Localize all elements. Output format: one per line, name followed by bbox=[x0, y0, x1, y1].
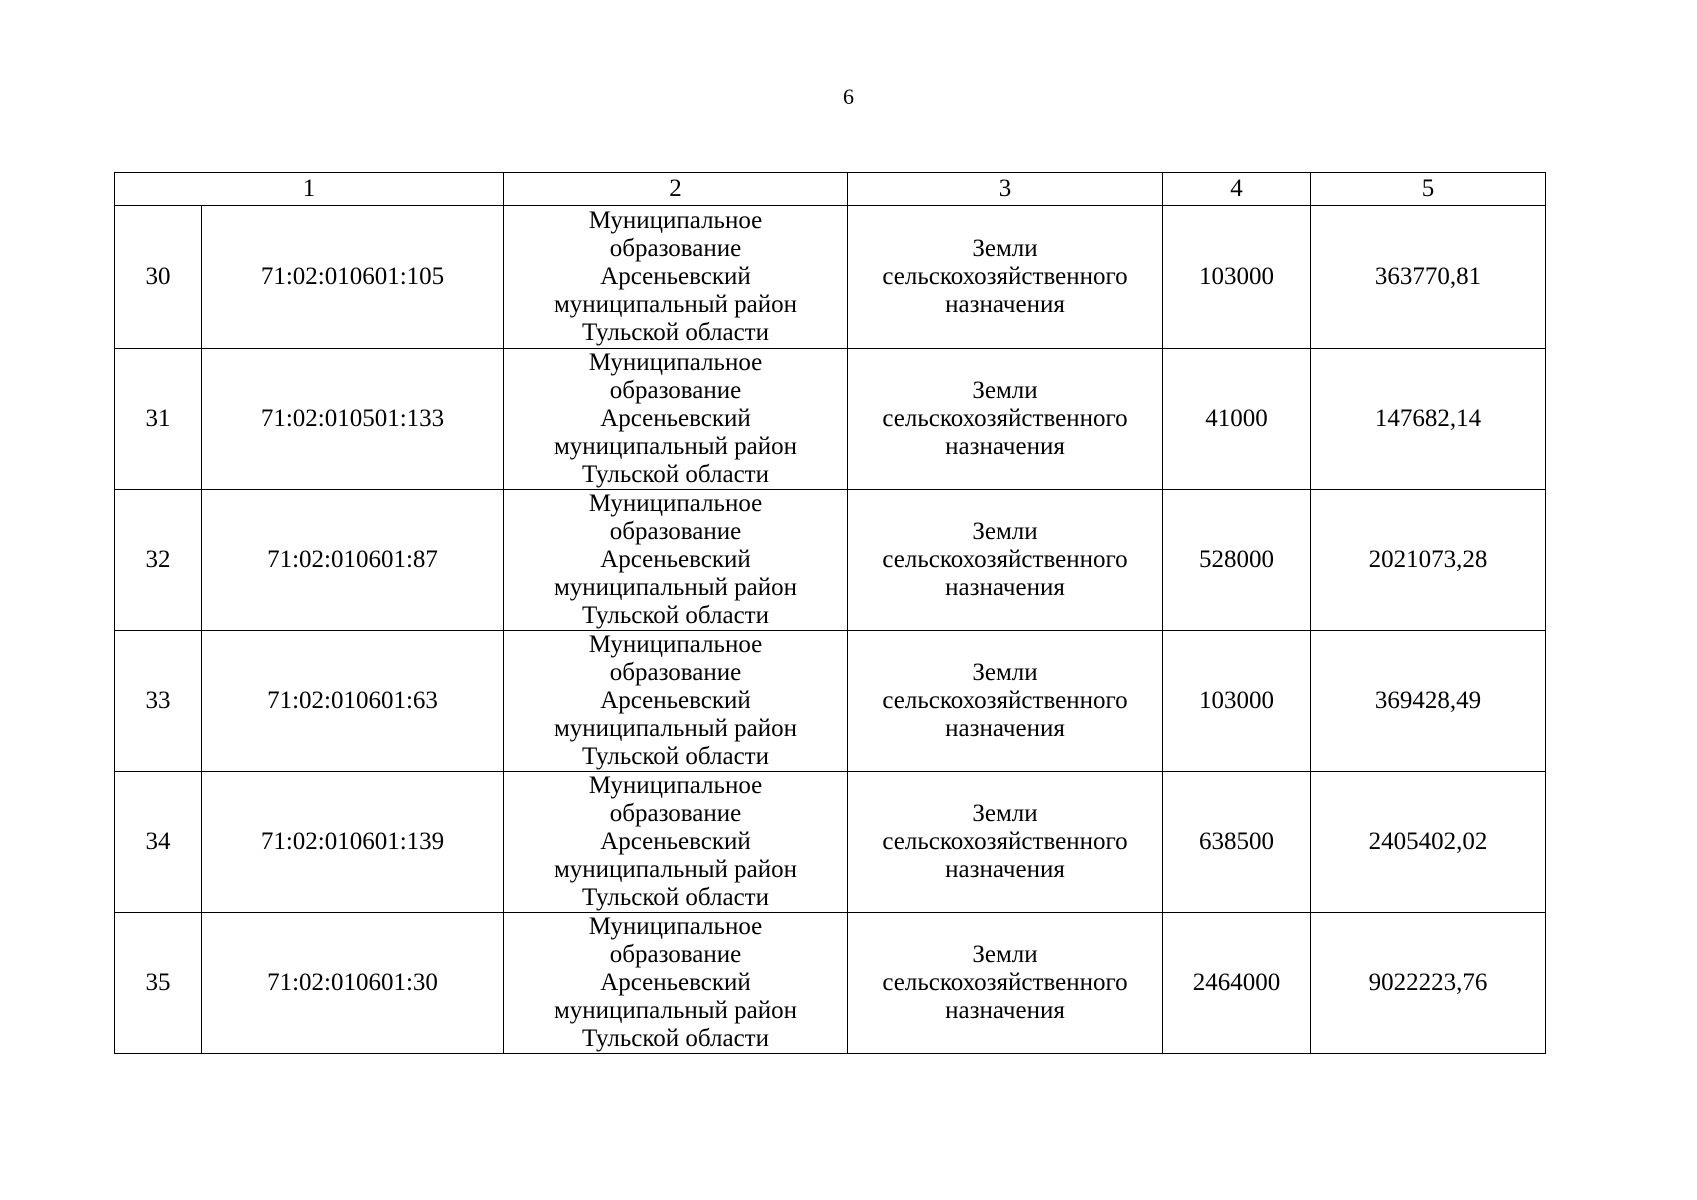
owner-line: Тульской области bbox=[582, 602, 769, 629]
cadastral-number-cell: 71:02:010601:30 bbox=[202, 913, 504, 1054]
owner-line: Тульской области bbox=[582, 1025, 769, 1052]
cadastral-number-cell: 71:02:010601:139 bbox=[202, 772, 504, 913]
row-number-cell: 32 bbox=[115, 490, 202, 631]
owner-line: Муниципальное bbox=[588, 631, 763, 658]
owner-line: Арсеньевский bbox=[600, 405, 751, 432]
area-cell: 41000 bbox=[1163, 349, 1311, 490]
table-row bbox=[115, 206, 1546, 349]
category-line: сельскохозяйственного bbox=[882, 405, 1128, 432]
owner-line: образование bbox=[609, 941, 742, 968]
owner-line: муниципальный район bbox=[553, 291, 798, 318]
owner-line: образование bbox=[609, 235, 742, 262]
land-category-cell bbox=[848, 206, 1163, 349]
category-line: назначения bbox=[945, 291, 1065, 318]
owner-cell bbox=[504, 772, 848, 913]
owner-line: Тульской области bbox=[582, 319, 769, 346]
column-header-5: 5 bbox=[1311, 173, 1546, 206]
area-cell: 528000 bbox=[1163, 490, 1311, 631]
table-row bbox=[115, 349, 1546, 490]
owner-line: Тульской области bbox=[582, 461, 769, 488]
owner-line: Муниципальное bbox=[588, 349, 763, 376]
owner-cell bbox=[504, 631, 848, 772]
owner-line: образование bbox=[609, 800, 742, 827]
owner-cell bbox=[504, 490, 848, 631]
category-line: сельскохозяйственного bbox=[882, 687, 1128, 714]
owner-line: муниципальный район bbox=[553, 856, 798, 883]
land-category-cell bbox=[848, 349, 1163, 490]
owner-line: Арсеньевский bbox=[600, 546, 751, 573]
owner-line: образование bbox=[609, 659, 742, 686]
owner-line: муниципальный район bbox=[553, 574, 798, 601]
owner-line: Арсеньевский bbox=[600, 263, 751, 290]
column-number-row bbox=[115, 173, 1546, 206]
owner-line: образование bbox=[609, 518, 742, 545]
owner-line: Муниципальное bbox=[588, 490, 763, 517]
land-registry-table bbox=[114, 172, 1546, 1054]
land-category-cell bbox=[848, 913, 1163, 1054]
owner-line: Тульской области bbox=[582, 743, 769, 770]
category-line: сельскохозяйственного bbox=[882, 546, 1128, 573]
category-line: сельскохозяйственного bbox=[882, 828, 1128, 855]
cadastral-number-cell: 71:02:010601:87 bbox=[202, 490, 504, 631]
table-row bbox=[115, 490, 1546, 631]
column-header-1: 1 bbox=[115, 173, 504, 206]
area-cell: 103000 bbox=[1163, 631, 1311, 772]
owner-line: Арсеньевский bbox=[600, 687, 751, 714]
cadastral-value-cell: 363770,81 bbox=[1311, 206, 1546, 349]
land-category-cell bbox=[848, 772, 1163, 913]
owner-line: Арсеньевский bbox=[600, 969, 751, 996]
owner-cell bbox=[504, 349, 848, 490]
column-header-4: 4 bbox=[1163, 173, 1311, 206]
land-category-cell bbox=[848, 490, 1163, 631]
owner-line: Арсеньевский bbox=[600, 828, 751, 855]
owner-line: Муниципальное bbox=[588, 913, 763, 940]
category-line: сельскохозяйственного bbox=[882, 969, 1128, 996]
category-line: Земли bbox=[972, 518, 1038, 545]
category-line: Земли bbox=[972, 377, 1038, 404]
column-header-3: 3 bbox=[848, 173, 1163, 206]
area-cell: 638500 bbox=[1163, 772, 1311, 913]
category-line: Земли bbox=[972, 235, 1038, 262]
cadastral-value-cell: 2021073,28 bbox=[1311, 490, 1546, 631]
category-line: назначения bbox=[945, 856, 1065, 883]
category-line: Земли bbox=[972, 800, 1038, 827]
owner-line: образование bbox=[609, 377, 742, 404]
category-line: назначения bbox=[945, 574, 1065, 601]
table-row bbox=[115, 913, 1546, 1054]
table-row bbox=[115, 631, 1546, 772]
owner-line: Тульской области bbox=[582, 884, 769, 911]
owner-line: Муниципальное bbox=[588, 207, 763, 234]
column-header-2: 2 bbox=[504, 173, 848, 206]
cadastral-number-cell: 71:02:010501:133 bbox=[202, 349, 504, 490]
category-line: Земли bbox=[972, 941, 1038, 968]
cadastral-value-cell: 2405402,02 bbox=[1311, 772, 1546, 913]
page-number: 6 bbox=[843, 84, 854, 109]
owner-line: муниципальный район bbox=[553, 997, 798, 1024]
row-number-cell: 33 bbox=[115, 631, 202, 772]
row-number-cell: 30 bbox=[115, 206, 202, 349]
owner-line: муниципальный район bbox=[553, 715, 798, 742]
category-line: назначения bbox=[945, 997, 1065, 1024]
cadastral-number-cell: 71:02:010601:105 bbox=[202, 206, 504, 349]
cadastral-number-cell: 71:02:010601:63 bbox=[202, 631, 504, 772]
category-line: сельскохозяйственного bbox=[882, 263, 1128, 290]
table-row bbox=[115, 772, 1546, 913]
owner-cell bbox=[504, 206, 848, 349]
owner-line: муниципальный район bbox=[553, 433, 798, 460]
category-line: назначения bbox=[945, 715, 1065, 742]
land-category-cell bbox=[848, 631, 1163, 772]
row-number-cell: 35 bbox=[115, 913, 202, 1054]
cadastral-value-cell: 9022223,76 bbox=[1311, 913, 1546, 1054]
category-line: Земли bbox=[972, 659, 1038, 686]
area-cell: 103000 bbox=[1163, 206, 1311, 349]
owner-line: Муниципальное bbox=[588, 772, 763, 799]
cadastral-value-cell: 147682,14 bbox=[1311, 349, 1546, 490]
area-cell: 2464000 bbox=[1163, 913, 1311, 1054]
cadastral-value-cell: 369428,49 bbox=[1311, 631, 1546, 772]
category-line: назначения bbox=[945, 433, 1065, 460]
row-number-cell: 34 bbox=[115, 772, 202, 913]
row-number-cell: 31 bbox=[115, 349, 202, 490]
owner-cell bbox=[504, 913, 848, 1054]
